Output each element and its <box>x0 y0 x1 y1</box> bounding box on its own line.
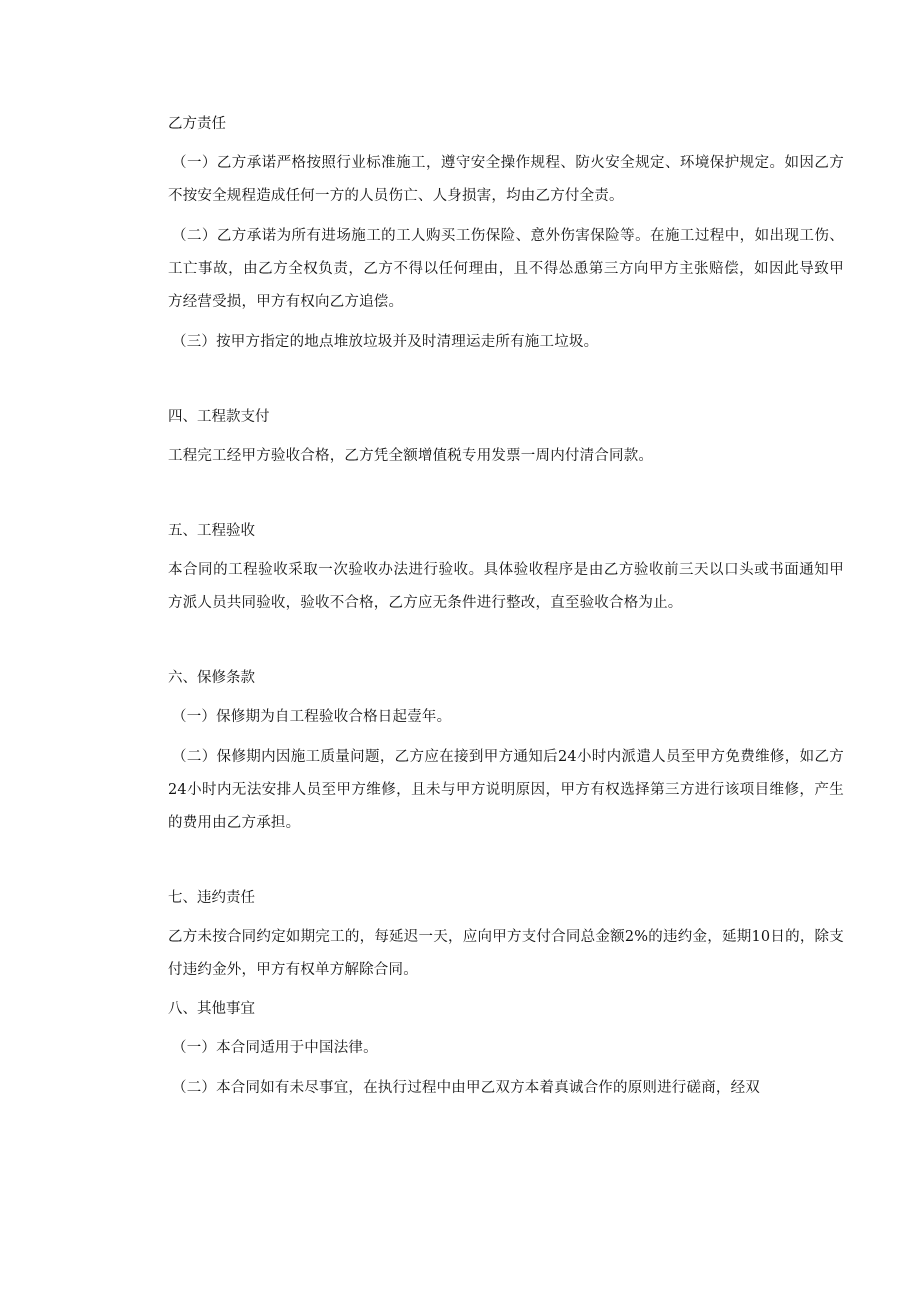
other-clause-2: （二）本合同如有未尽事宜，在执行过程中由甲乙双方本着真诚合作的原则进行磋商，经双 <box>172 1080 760 1096</box>
section-heading-party-b-duties: 乙方责任 <box>168 116 226 132</box>
party-b-clause-1: （一）乙方承诺严格按照行业标准施工，遵守安全操作规程、防火安全规定、环境保护规定。如因乙方不按安全规程造成任何一方的人员伤亡、人身损害，均由乙方付全责。 <box>168 155 844 204</box>
acceptance-clause: 本合同的工程验收采取一次验收办法进行验收。具体验收程序是由乙方验收前三天以口头或书面通知甲方派人员共同验收，验收不合格，乙方应无条件进行整改，直至验收合格为止。 <box>168 562 844 611</box>
warranty-clause-2: （二）保修期内因施工质量问题，乙方应在接到甲方通知后24小时内派遣人员至甲方免费维修，如乙方24小时内无法安排人员至甲方维修，且未与甲方说明原因，甲方有权选择第三方进行该项目维修，产生的费用由乙方承担。 <box>168 749 844 831</box>
section-heading-warranty: 六、保修条款 <box>168 670 255 686</box>
other-clause-1: （一）本合同适用于中国法律。 <box>172 1040 378 1056</box>
section-heading-payment: 四、工程款支付 <box>168 409 270 425</box>
party-b-clause-3: （三）按甲方指定的地点堆放垃圾并及时清理运走所有施工垃圾。 <box>172 334 599 350</box>
payment-clause: 工程完工经甲方验收合格，乙方凭全额增值税专用发票一周内付清合同款。 <box>168 448 654 464</box>
section-heading-breach: 七、违约责任 <box>168 890 255 906</box>
breach-clause: 乙方未按合同约定如期完工的，每延迟一天，应向甲方支付合同总金额2%的违约金，延期10日的，除支付违约金外，甲方有权单方解除合同。 <box>168 929 844 978</box>
warranty-clause-1: （一）保修期为自工程验收合格日起壹年。 <box>172 709 452 725</box>
section-heading-acceptance: 五、工程验收 <box>168 523 255 539</box>
section-heading-other: 八、其他事宜 <box>168 1001 255 1017</box>
party-b-clause-2: （二）乙方承诺为所有进场施工的工人购买工伤保险、意外伤害保险等。在施工过程中，如出现工伤、工亡事故，由乙方全权负责，乙方不得以任何理由，且不得怂恿第三方向甲方主张赔偿，如因此导致甲方经营受损，甲方有权向乙方追偿。 <box>168 228 844 310</box>
document-page <box>168 108 844 1105</box>
